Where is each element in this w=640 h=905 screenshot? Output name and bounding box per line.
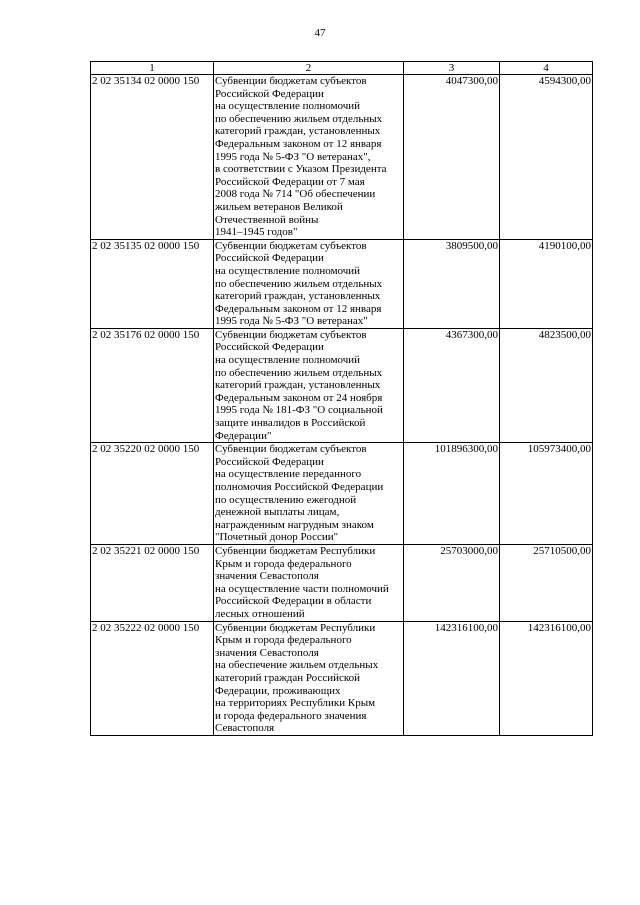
description-cell: Субвенции бюджетам субъектов Российской Федерации на осуществление полномочий по обеспечению жильем отдельных категорий граждан, установленных Федеральным законом от 24 ноября 1995 года № 181-ФЗ "О социальной защите инвалидов в Российской Федерации" <box>214 328 404 442</box>
table-row <box>91 621 593 735</box>
page-number: 47 <box>314 27 326 39</box>
amount-col3-cell: 25703000,00 <box>404 544 500 621</box>
header-col-2: 2 <box>214 62 404 75</box>
table-row <box>91 239 593 328</box>
description-cell: Субвенции бюджетам Республики Крым и города федерального значения Севастополя на обеспечение жильем отдельных категорий граждан Российской Федерации, проживающих на территориях Республики Крым и города федерального значения Севастополя <box>214 621 404 735</box>
amount-col3-cell: 3809500,00 <box>404 239 500 328</box>
header-col-3: 3 <box>404 62 500 75</box>
amount-col4-cell: 4190100,00 <box>500 239 593 328</box>
budget-code-cell: 2 02 35222 02 0000 150 <box>91 621 214 735</box>
description-cell: Субвенции бюджетам субъектов Российской Федерации на осуществление полномочий по обеспечению жильем отдельных категорий граждан, установленных Федеральным законом от 12 января 1995 года № 5-ФЗ "О ветеранах" <box>214 239 404 328</box>
description-cell: Субвенции бюджетам субъектов Российской Федерации на осуществление переданного полномочия Российской Федерации по осуществлению ежегодной денежной выплаты лицам, награжденным нагрудным знаком "Почетный донор России" <box>214 443 404 545</box>
header-col-4: 4 <box>500 62 593 75</box>
budget-code-cell: 2 02 35134 02 0000 150 <box>91 75 214 240</box>
table-row <box>91 75 593 240</box>
table-header-row <box>91 62 593 75</box>
amount-col3-cell: 4047300,00 <box>404 75 500 240</box>
amount-col3-cell: 142316100,00 <box>404 621 500 735</box>
amount-col3-cell: 101896300,00 <box>404 443 500 545</box>
amount-col3-cell: 4367300,00 <box>404 328 500 442</box>
table-row <box>91 544 593 621</box>
table-row <box>91 443 593 545</box>
budget-code-cell: 2 02 35135 02 0000 150 <box>91 239 214 328</box>
amount-col4-cell: 142316100,00 <box>500 621 593 735</box>
amount-col4-cell: 4823500,00 <box>500 328 593 442</box>
table-row <box>91 328 593 442</box>
amount-col4-cell: 4594300,00 <box>500 75 593 240</box>
header-col-1: 1 <box>91 62 214 75</box>
amount-col4-cell: 25710500,00 <box>500 544 593 621</box>
description-cell: Субвенции бюджетам Республики Крым и города федерального значения Севастополя на осуществление части полномочий Российской Федерации в области лесных отношений <box>214 544 404 621</box>
budget-code-cell: 2 02 35220 02 0000 150 <box>91 443 214 545</box>
budget-table <box>90 61 593 736</box>
description-cell: Субвенции бюджетам субъектов Российской Федерации на осуществление полномочий по обеспечению жильем отдельных категорий граждан, установленных Федеральным законом от 12 января 1995 года № 5-ФЗ "О ветеранах", в соответствии с Указом Президента Российской Федерации от 7 мая 2008 года № 714 "Об обеспечении жильем ветеранов Великой Отечественной войны 1941–1945 годов" <box>214 75 404 240</box>
amount-col4-cell: 105973400,00 <box>500 443 593 545</box>
budget-code-cell: 2 02 35176 02 0000 150 <box>91 328 214 442</box>
budget-code-cell: 2 02 35221 02 0000 150 <box>91 544 214 621</box>
